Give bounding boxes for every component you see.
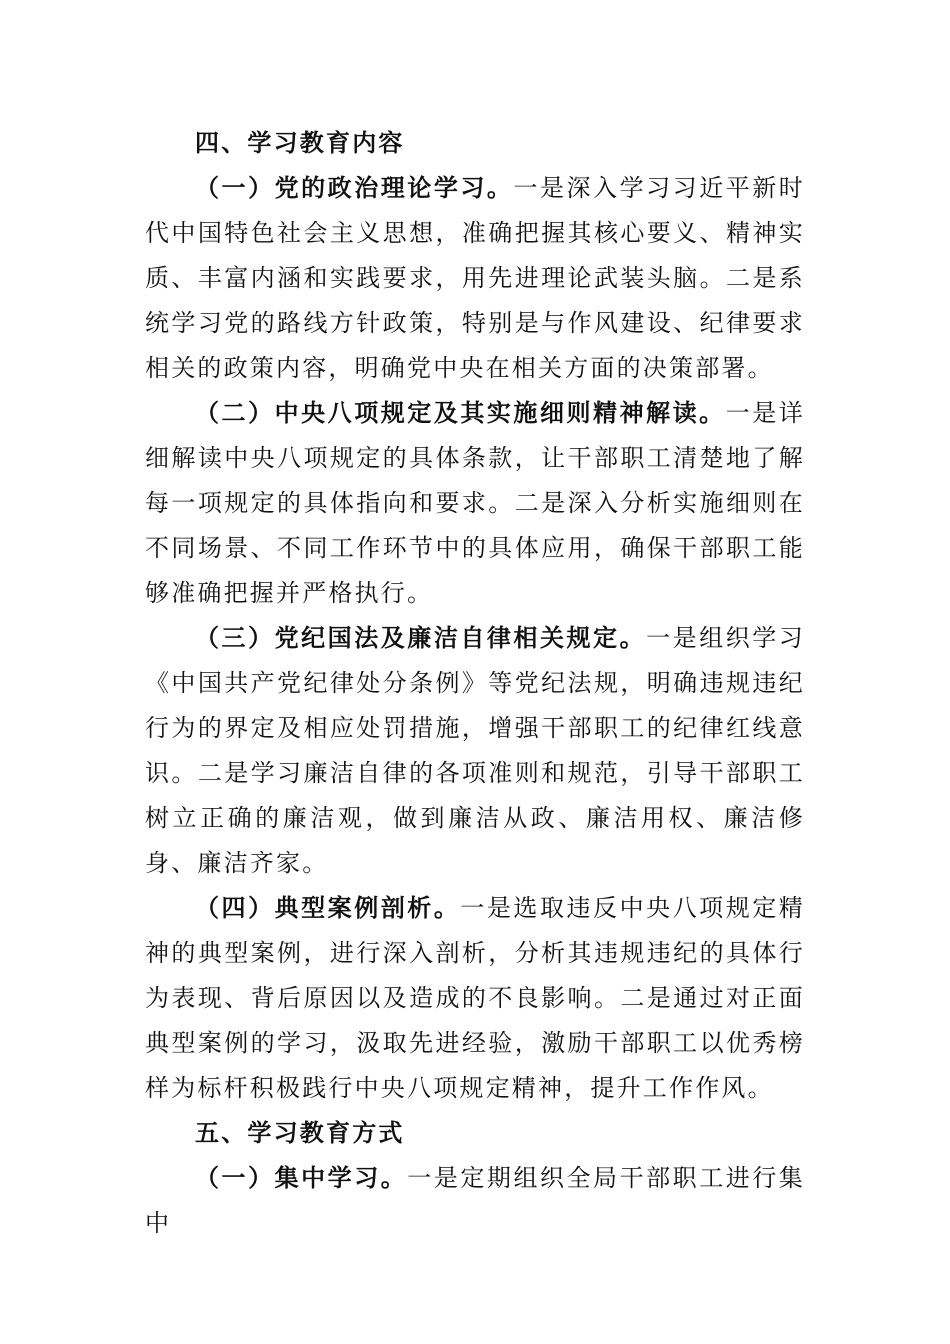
paragraph-text: 一是详细解读中央八项规定的具体条款，让干部职工清楚地了解每一项规定的具体指向和要求。二是深入分析实施细则在不同场景、不同工作环节中的具体应用，确保干部职工能够准确把握并严格执行。: [145, 399, 805, 607]
paragraph-political-theory: [145, 166, 805, 391]
paragraph-eight-rules: [145, 391, 805, 616]
paragraph-lead: （三）党纪国法及廉洁自律相关规定。: [195, 624, 647, 652]
paragraph-text: 一是组织学习《中国共产党纪律处分条例》等党纪法规，明确违规违纪行为的界定及相应处罚措施，增强干部职工的纪律红线意识。二是学习廉洁自律的各项准则和规范，引导干部职工树立正确的廉洁观，做到廉洁从政、廉洁用权、廉洁修身、廉洁齐家。: [145, 624, 806, 877]
paragraph-text: 一是选取违反中央八项规定精神的典型案例，进行深入剖析，分析其违规违纪的具体行为表现、背后原因以及造成的不良影响。二是通过对正面典型案例的学习，汲取先进经验，激励干部职工以优秀榜样为标杆积极践行中央八项规定精神，提升工作作风。: [145, 894, 805, 1102]
paragraph-centralized-study: [145, 1156, 805, 1246]
paragraph-lead: （一）党的政治理论学习。: [195, 174, 514, 202]
paragraph-text: 一是定期组织全局干部职工进行集中: [145, 1164, 805, 1237]
document-body: [145, 121, 805, 1246]
paragraph-text: 一是深入学习习近平新时代中国特色社会主义思想，准确把握其核心要义、精神实质、丰富内涵和实践要求，用先进理论武装头脑。二是系统学习党的路线方针政策，特别是与作风建设、纪律要求相关的政策内容，明确党中央在相关方面的决策部署。: [145, 174, 805, 382]
section-heading-methods: 五、学习教育方式: [195, 1119, 405, 1147]
paragraph-case-analysis: [145, 886, 805, 1111]
paragraph-lead: （一）集中学习。: [195, 1164, 408, 1192]
paragraph-discipline-law: [145, 616, 805, 886]
paragraph-lead: （四）典型案例剖析。: [195, 894, 461, 922]
paragraph-lead: （二）中央八项规定及其实施细则精神解读。: [195, 399, 726, 427]
section-heading-content: 四、学习教育内容: [195, 129, 405, 157]
